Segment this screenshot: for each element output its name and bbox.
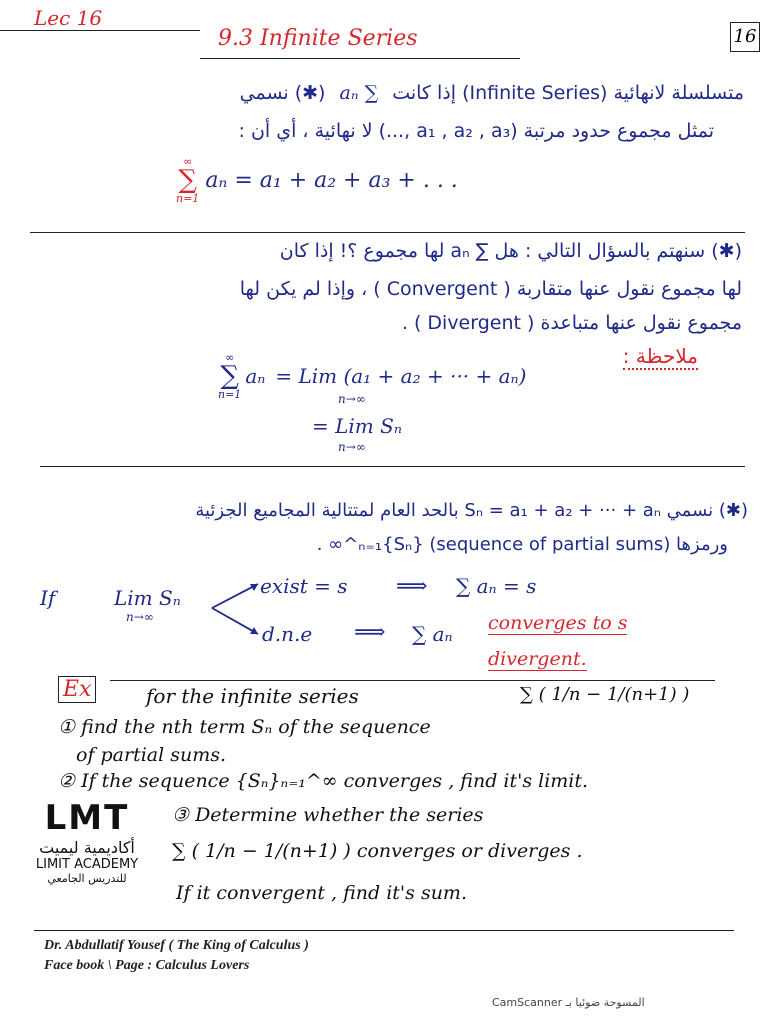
sec1-formula <box>176 156 458 204</box>
sec2-line3: مجموع نقول عنها متباعدة ( Divergent ) . <box>401 312 742 334</box>
implies-arrow-1: ⟹ <box>396 574 428 599</box>
scanner-watermark: CamScanner المسوحة ضوئيا بـ <box>492 996 645 1009</box>
footer-rule <box>34 930 734 931</box>
footer-author: Dr. Abdullatif Yousef ( The King of Calculus ) <box>44 938 309 953</box>
top-rule <box>0 30 200 31</box>
divergent-label: divergent. <box>488 648 587 670</box>
case-dne: d.n.e <box>262 622 313 646</box>
ex-q2: ② If the sequence {Sₙ}ₙ₌₁^∞ converges , find it's limit. <box>58 770 589 792</box>
divider-2 <box>40 466 745 467</box>
implies-arrow-2: ⟹ <box>354 620 386 645</box>
lim-sn: Lim Sₙ <box>114 586 181 610</box>
ex-series: ∑ ( 1/n − 1/(n+1) ) <box>520 684 690 705</box>
ex-q3c: If it convergent , find it's sum. <box>176 882 467 904</box>
branch-arrows <box>208 574 268 644</box>
eq1-sub: n→∞ <box>338 392 366 406</box>
sec2-line2: لها مجموع نقول عنها متقاربة ( Convergent ) ، وإذا لم يكن لها <box>239 278 742 300</box>
lim-sub: n→∞ <box>126 610 154 624</box>
sec2-line1: (✱) سنهتم بالسؤال التالي : هل ∑ aₙ لها مجموع ؟! إذا كان <box>279 240 742 262</box>
ex-intro: for the infinite series <box>146 684 359 708</box>
sec1-line1 <box>24 82 744 104</box>
eq1-rhs: = Lim (a₁ + a₂ + ··· + aₙ) <box>275 364 527 388</box>
logo-mark: LMT <box>44 798 130 838</box>
logo-en-name: LIMIT ACADEMY <box>35 857 139 872</box>
example-label: Ex <box>58 676 96 703</box>
ex-q1b: of partial sums. <box>76 744 227 766</box>
sec1-line1-a: (✱) نسمي <box>239 82 326 104</box>
lecture-label: Lec 16 <box>34 6 103 30</box>
limit-equation-2: = Lim Sₙ <box>312 414 402 438</box>
sec3-line1: (✱) نسمي Sₙ = a₁ + a₂ + ··· + aₙ بالحد العام لمتتالية المجاميع الجزئية <box>195 500 748 521</box>
title-underline <box>200 58 520 59</box>
logo-ar-tag: للتدريس الجامعي <box>47 872 127 885</box>
converges-to-s: converges to s <box>488 612 628 634</box>
ex-q3b: ∑ ( 1/n − 1/(n+1) ) converges or diverges . <box>172 840 583 862</box>
divider-1 <box>30 232 745 233</box>
footer-page: Face book \ Page : Calculus Lovers <box>44 958 250 973</box>
logo-ar-name: أكاديمية ليميت <box>39 838 135 857</box>
eq2-sub: n→∞ <box>338 440 366 454</box>
case-dne-result: ∑ aₙ <box>412 622 453 646</box>
case-exist-result: ∑ aₙ = s <box>456 574 537 598</box>
academy-logo <box>22 798 152 885</box>
limit-equation-1: ∞ ∑ n=1 aₙ = Lim (a₁ + a₂ + ··· + aₙ) <box>218 351 527 401</box>
sec1-line1-b: متسلسلة لانهائية (Infinite Series) إذا كانت <box>392 82 744 104</box>
sec1-line2: تمثل مجموع حدود مرتبة (a₁ , a₂ , a₃ ,...) لا نهائية ، أي أن : <box>238 120 714 142</box>
sec1-formula-text: aₙ = a₁ + a₂ + a₃ + . . . <box>205 167 458 193</box>
sec1-series: ∑ aₙ <box>339 82 379 104</box>
note-label: ملاحظة : <box>622 344 698 368</box>
case-exist: exist = s <box>260 574 348 598</box>
sec3-line2: ورمزها (sequence of partial sums) {Sₙ}ₙ₌₁^∞ . <box>316 534 728 555</box>
divider-3 <box>110 680 715 681</box>
page-number: 16 <box>730 22 760 52</box>
page-title: 9.3 Infinite Series <box>218 26 418 51</box>
ex-q1: ① find the nth term Sₙ of the sequence <box>58 716 431 738</box>
sigma-symbol: ∞ ∑ n=1 <box>218 351 242 401</box>
ex-q3: ③ Determine whether the series <box>172 804 484 826</box>
if-label: If <box>40 586 56 610</box>
sigma-symbol: ∞ ∑ n=1 <box>176 155 200 205</box>
